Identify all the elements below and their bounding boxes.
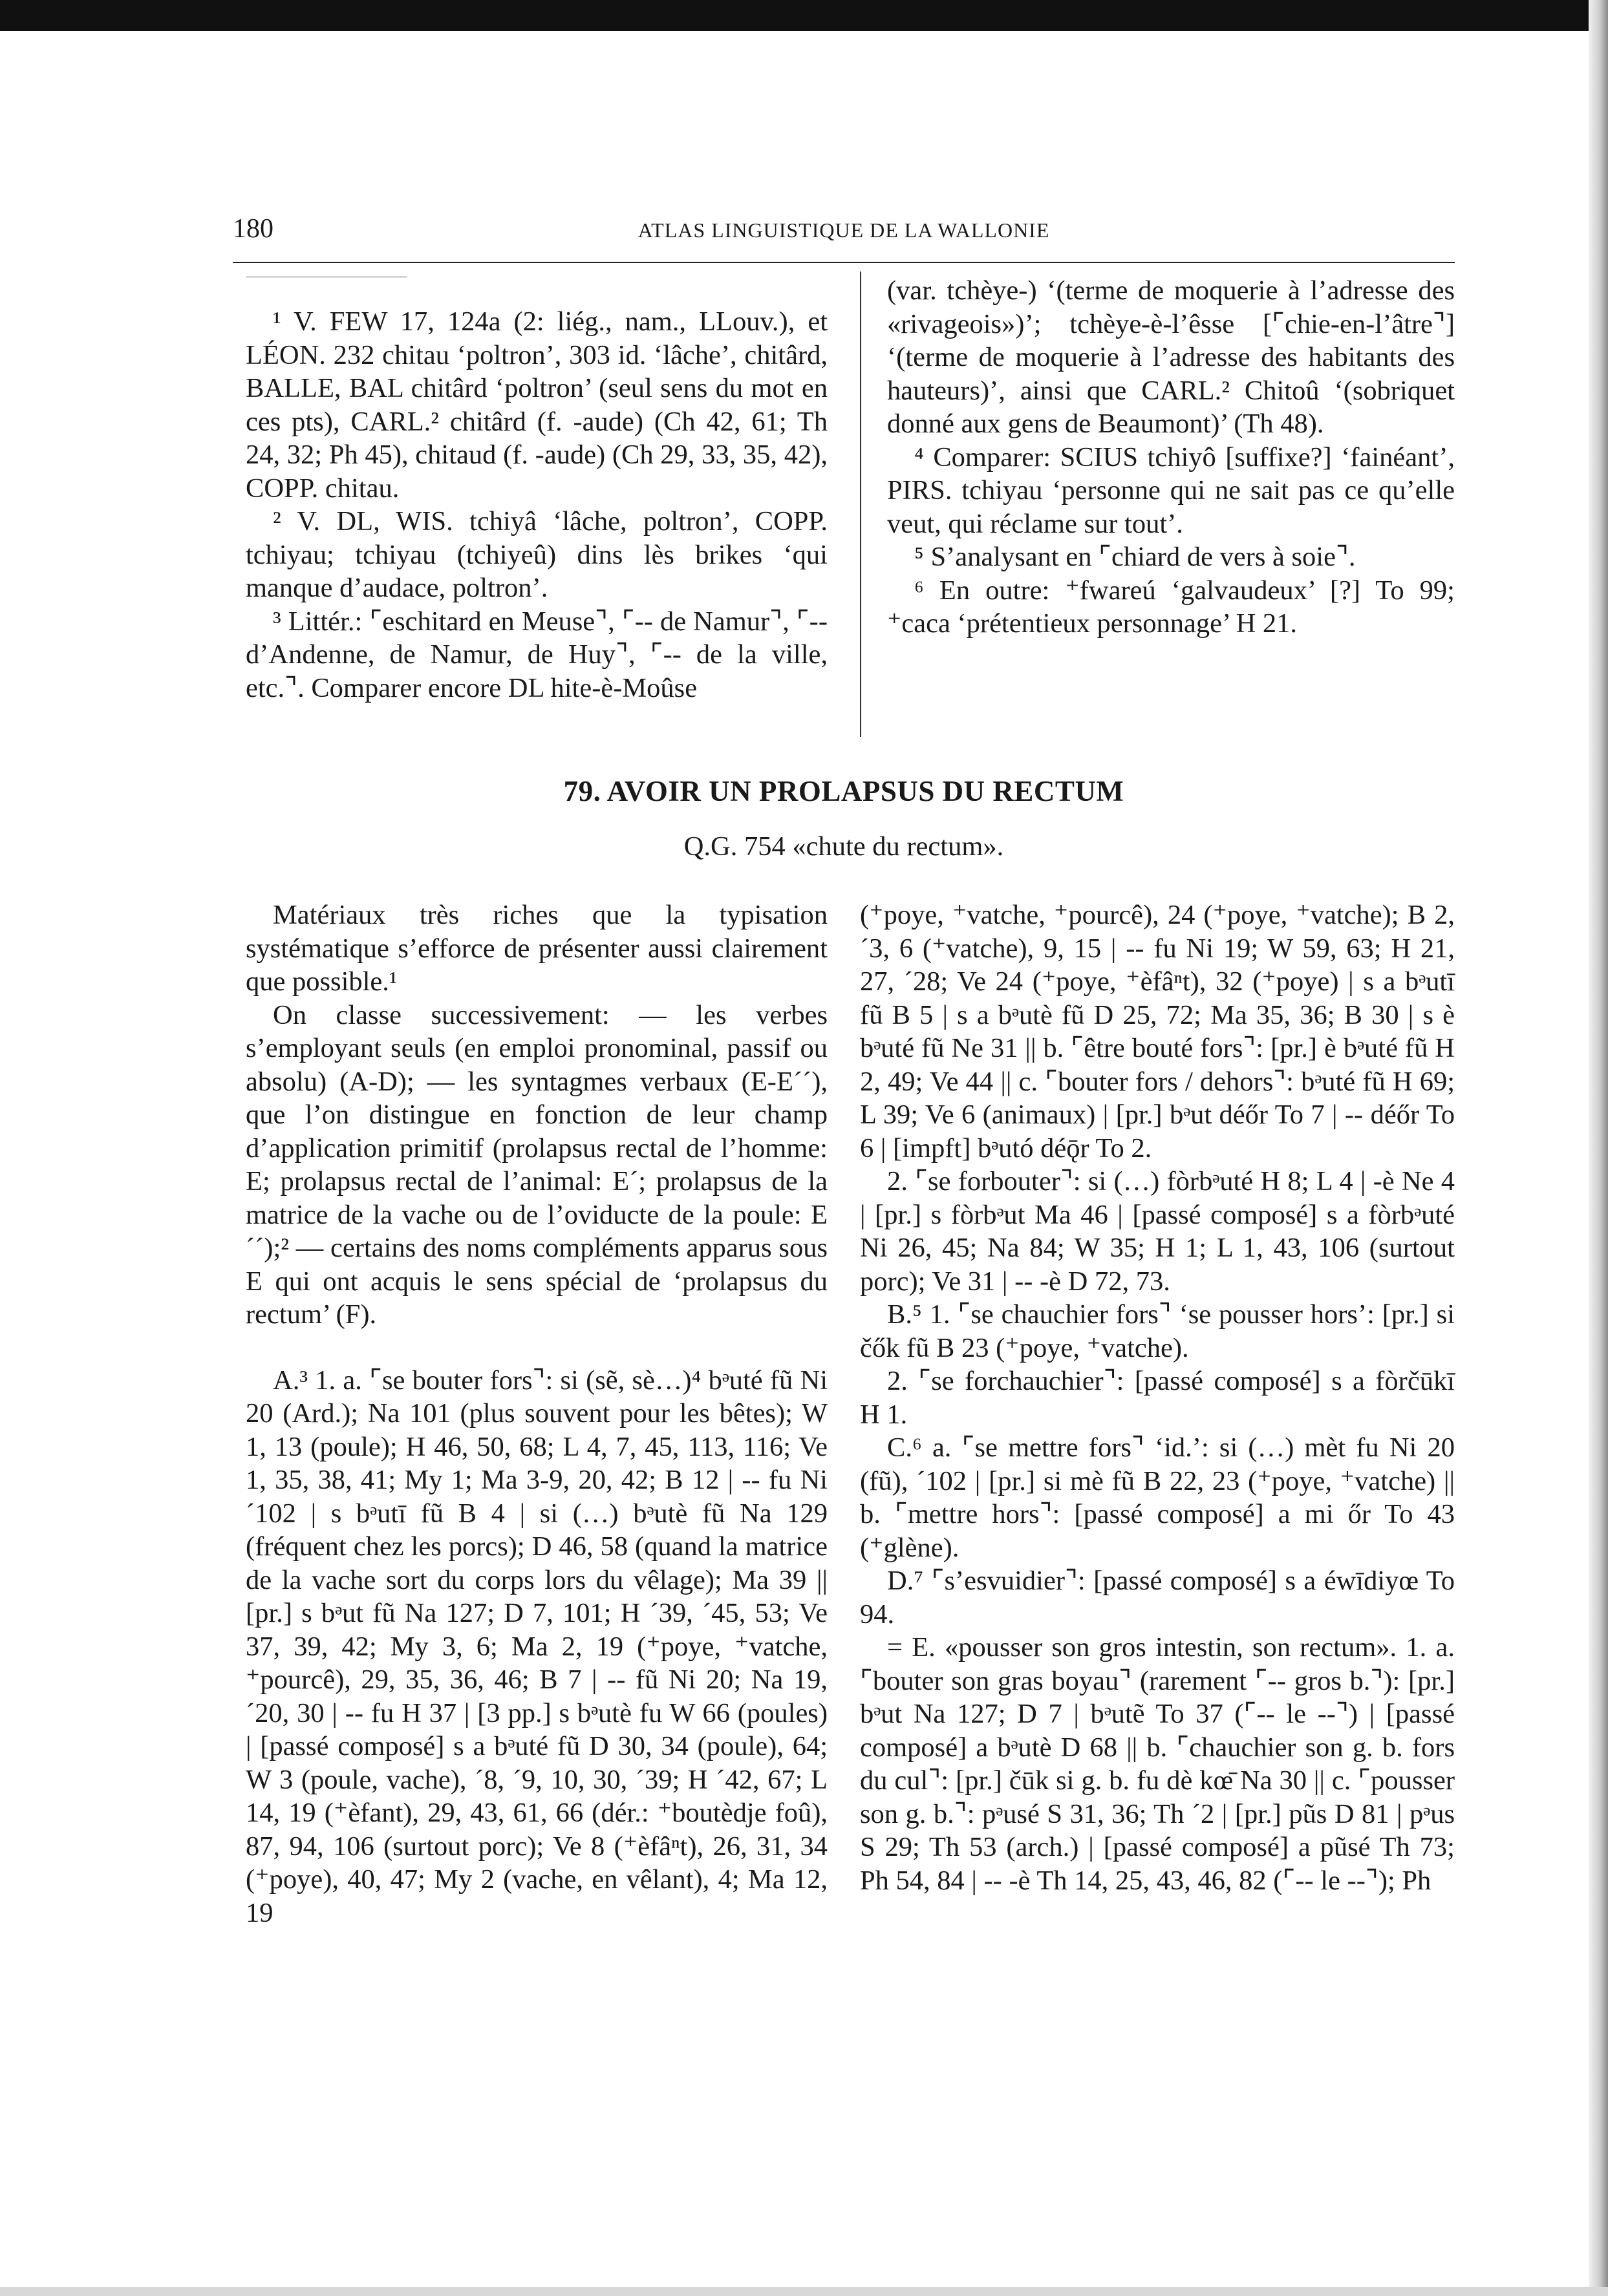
footnote-4: ⁴ Comparer: SCIUS tchiyô [suffixe?] ‘fainéant’, PIRS. tchiyau ‘personne qui ne sait pas ce qu’elle veut, qui réclame sur tout’. — [887, 441, 1455, 539]
footnote-3-continued: (var. tchèye-) ‘(terme de moquerie à l’adresse des «rivageois»)’; tchèye-è-l’êsse [⌜chie-en-l’âtre⌝] ‘(terme de moquerie à l’adresse des habitants des hauteurs)’, ainsi que CARL.² Chitoû ‘(sobriquet donné aux gens de Beaumont)’ (Th 48). — [887, 275, 1455, 439]
entry-a2-paragraph: 2. ⌜se forbouter⌝: si (…) fòrbᵊuté H 8; L 4 | -è Ne 4 | [pr.] s fòrbᵊut Ma 46 | [passé composé] s a fòrbᵊuté Ni 26, 45; Na 84; W 35; H 1; L 1, 43, 106 (surtout porc); Ve 31 | -- -è D 72, 73. — [860, 1166, 1455, 1297]
entry-b2-paragraph: 2. ⌜se forchauchier⌝: [passé composé] s a fòrčūkī H 1. — [860, 1366, 1455, 1430]
entry-e-paragraph: = E. «pousser son gros intestin, son rectum». 1. a. ⌜bouter son gras boyau⌝ (rarement ⌜-- gros b.⌝): [pr.] bᵊut Na 127; D 7 | bᵊutẽ To 37 (⌜-- le --⌝) | [passé composé] a bᵊutè D 68 || b. ⌜chauchier son g. b. fors du cul⌝: [pr.] čūk si g. b. fu dè kœ̄ Na 30 || c. ⌜pousser son g. b.⌝: pᵊusé S 31, 36; Th ´2 | [pr.] pũs D 81 | pᵊus S 29; Th 53 (arch.) | [passé composé] a pũsé Th 73; Ph 54, 84 | -- -è Th 14, 25, 43, 46, 82 (⌜-- le --⌝); Ph — [860, 1632, 1455, 1896]
scan-border-top — [0, 0, 1608, 31]
scan-border-bottom — [0, 2287, 1608, 2296]
scan-border-right — [1589, 0, 1608, 2296]
paragraph-gap — [246, 1332, 828, 1364]
running-head — [233, 213, 1455, 259]
entry-a-paragraph: A.³ 1. a. ⌜se bouter fors⌝: si (sẽ, sè…)⁴ bᵊuté fũ Ni 20 (Ard.); Na 101 (plus souvent pour les bêtes); W 1, 13 (poule); H 46, 50, 68; L 4, 7, 45, 113, 116; Ve 1, 35, 38, 41; My 1; Ma 3-9, 20, 42; B 12 | -- fu Ni ´102 | s bᵊutī fũ B 4 | si (…) bᵊutè fũ Na 129 (fréquent chez les porcs); D 46, 58 (quand la matrice de la vache sort du corps lors du vêlage); Ma 39 || [pr.] s bᵊut fũ Na 127; D 7, 101; H ´39, ´45, 53; Ve 37, 39, 42; My 3, 6; Ma 2, 19 (⁺poye, ⁺vatche, ⁺pourcê), 29, 35, 36, 46; B 7 | -- fũ Ni 20; Na 19, ´20, 30 | -- fu H 37 | [3 pp.] s bᵊutè fu W 66 (poules) | [passé composé] s a bᵊuté fũ D 30, 34 (poule), 64; W 3 (poule, vache), ´8, ´9, 10, 30, ´39; H ´42, 67; L 14, 19 (⁺èfant), 29, 43, 61, 66 (dér.: ⁺boutèdje foû), 87, 94, 106 (surtout porc); Ve 8 (⁺èfâⁿt), 26, 31, 34 (⁺poye), 40, 47; My 2 (vache, en vêlant), 4; Ma 12, 19 — [246, 1365, 828, 1928]
column-divider — [860, 271, 861, 737]
footnote-1: ¹ V. FEW 17, 124a (2: liég., nam., LLouv.), et LÉON. 232 chitau ‘poltron’, 303 id. ‘lâche’, chitârd, BALLE, BAL chitârd ‘poltron’ (seul sens du mot en ces pts), CARL.² chitârd (f. -aude) (Ch 42, 61; Th 24, 32; Ph 45), chitaud (f. -aude) (Ch 29, 33, 35, 42), COPP. chitau. — [246, 306, 828, 504]
entry-c-paragraph: C.⁶ a. ⌜se mettre fors⌝ ‘id.’: si (…) mèt fu Ni 20 (fũ), ´102 | [pr.] si mè fũ B 22, 23 (⁺poye, ⁺vatche) || b. ⌜mettre hors⌝: [passé composé] a mi őr To 43 (⁺glène). — [860, 1432, 1455, 1563]
body-left-column — [246, 898, 828, 1929]
footnotes-right-column — [887, 274, 1455, 641]
classification-paragraph: On classe successivement: — les verbes s’employant seuls (en emploi pronominal, passif ou absolu) (A-D); — les syntagmes verbaux (E-E´´), que l’on distingue en fonction de leur champ d’application primitif (prolapsus rectal de l’homme: E; prolapsus rectal de l’animal: E´; prolapsus de la matrice de la vache ou de l’oviducte de la poule: E´´);² — certains des noms compléments apparus sous E qui ont acquis le sens spécial de ‘prolapsus du rectum’ (F). — [246, 999, 828, 1330]
intro-paragraph: Matériaux très riches que la typisation systématique s’efforce de présenter aussi clairement que possible.¹ — [246, 900, 828, 997]
section-title: 79. AVOIR UN PROLAPSUS DU RECTUM — [563, 775, 1124, 807]
page-number: 180 — [233, 214, 273, 244]
footnote-6: ⁶ En outre: ⁺fwareú ‘galvaudeux’ [?] To 99; ⁺caca ‘prétentieux personnage’ H 21. — [887, 575, 1455, 639]
entry-d-paragraph: D.⁷ ⌜s’esvuidier⌝: [passé composé] s a éwīdiyœ To 94. — [860, 1566, 1455, 1630]
running-title: ATLAS LINGUISTIQUE DE LA WALLONIE — [638, 218, 1050, 242]
footnote-2: ² V. DL, WIS. tchiyâ ‘lâche, poltron’, COPP. tchiyau; tchiyau (tchiyeû) dins lès brikes ‘qui manque d’audace, poltron’. — [246, 506, 828, 603]
footnote-5: ⁵ S’analysant en ⌜chiard de vers à soie⌝. — [914, 542, 1356, 572]
entry-b1-paragraph: B.⁵ 1. ⌜se chauchier fors⌝ ‘se pousser hors’: [pr.] si čők fũ B 23 (⁺poye, ⁺vatche). — [860, 1299, 1455, 1363]
header-rule — [233, 262, 1455, 263]
footnotes-left-column — [246, 274, 828, 705]
body-right-column — [860, 898, 1455, 1897]
footnote-3: ³ Littér.: ⌜eschitard en Meuse⌝, ⌜-- de Namur⌝, ⌜-- d’Andenne, de Namur, de Huy⌝, ⌜-- de la ville, etc.⌝. Comparer encore DL hite-è-Moûse — [246, 606, 828, 703]
section-subtitle: Q.G. 754 «chute du rectum». — [683, 831, 1004, 862]
entry-a-continued: (⁺poye, ⁺vatche, ⁺pourcê), 24 (⁺poye, ⁺vatche); B 2, ´3, 6 (⁺vatche), 9, 15 | -- fu Ni 19; W 59, 63; H 21, 27, ´28; Ve 24 (⁺poye, ⁺èfâⁿt), 32 (⁺poye) | s a bᵊutī fũ B 5 | s a bᵊutè fũ D 25, 72; Ma 35, 36; B 30 | s è bᵊuté fũ Ne 31 || b. ⌜être bouté fors⌝: [pr.] è bᵊuté fũ H 2, 49; Ve 44 || c. ⌜bouter fors / dehors⌝: bᵊuté fũ H 69; L 39; Ve 6 (animaux) | [pr.] bᵊut déőr To 7 | -- déőr To 6 | [impft] bᵊutó déǭr To 2. — [860, 900, 1455, 1164]
